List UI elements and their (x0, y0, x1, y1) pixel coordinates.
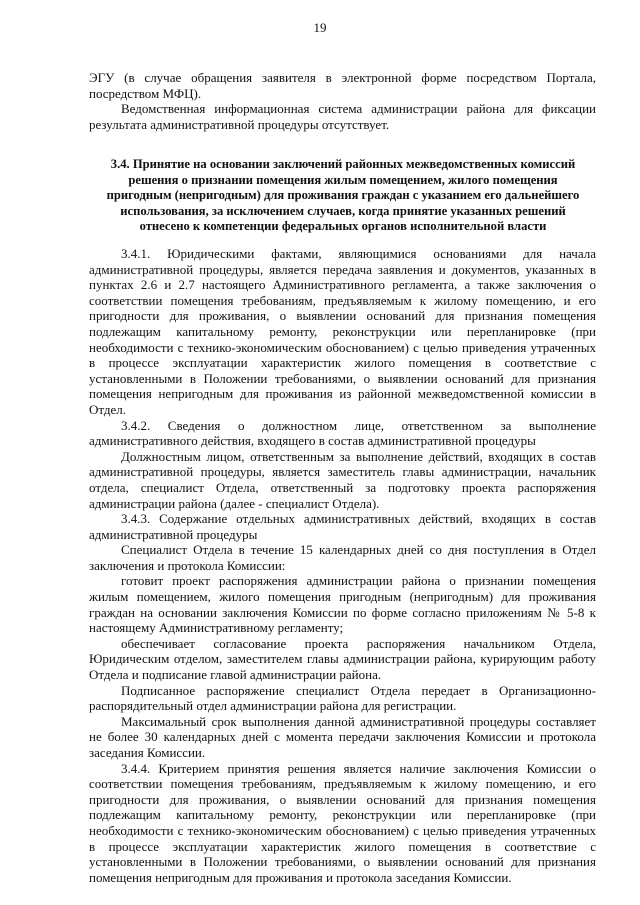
page-number: 19 (313, 20, 327, 35)
body-paragraph: 3.4.3. Содержание отдельных административных действий, входящих в состав административной процедуры (89, 511, 596, 542)
body-paragraph: 3.4.2. Сведения о должностном лице, ответственном за выполнение административного действия, входящего в состав административной процедуры (89, 417, 596, 449)
body-paragraph: Должностным лицом, ответственным за выполнение действий, входящих в состав административной процедуры, является заместитель главы администрации, начальник отдела, специалист Отдела, ответственный за подготовку проекта распоряжения администрации района (далее - специалист Отдела). (89, 448, 596, 511)
intro-paragraph: ЭГУ (в случае обращения заявителя в электронной форме посредством Портала, посредством МФЦ). (89, 70, 596, 101)
body-paragraph: обеспечивает согласование проекта распоряжения начальником Отдела, Юридическим отделом, заместителем главы администрации района, курирующим работу Отдела и подписание главой администрации района. (89, 635, 596, 683)
intro-paragraph: Ведомственная информационная система администрации района для фиксации результата административной процедуры отсутствует. (89, 101, 596, 132)
body-paragraph: 3.4.4. Критерием принятия решения является наличие заключения Комиссии о соответствии помещения требованиям, предъявляемым к жилому помещению, и его пригодности для проживания, о выявлении оснований для признания помещения подлежащим капитальному ремонту, реконструкции или перепланировке (при необходимости с технико-экономическим обоснованием) с целью приведения утраченных в процессе эксплуатации характеристик жилого помещения в соответствие с установленными в Положении требованиями, о выявлении оснований для признания помещения непригодным для проживания и протокола заседания Комиссии. (89, 760, 596, 885)
body-paragraph: Подписанное распоряжение специалист Отдела передает в Организационно-распорядительный отдел администрации района для регистрации. (89, 682, 596, 714)
body-paragraph: 3.4.1. Юридическими фактами, являющимися основаниями для начала административной процедуры, является передача заявления и документов, указанных в пунктах 2.6 и 2.7 настоящего Административного регламента, а также заключения о соответствии помещения требованиям, предъявляемым к жилому помещению, и его пригодности для проживания, о выявлении оснований для признания помещения подлежащим капитальному ремонту, реконструкции или перепланировке (при необходимости с технико-экономическим обоснованием) с целью приведения утраченных в процессе эксплуатации характеристик жилого помещения в соответствие с установленными в Положении требованиями, о выявлении оснований для признания помещения непригодным для проживания из районной межведомственной комиссии в Отдел. (89, 246, 596, 417)
body-paragraph: готовит проект распоряжения администрации района о признании помещения жилым помещением, жилого помещения пригодным (непригодным) для проживания граждан на основании заключения Комиссии по форме согласно приложениям № 5-8 к настоящему Административному регламенту; (89, 573, 596, 636)
intro-block (89, 70, 596, 132)
body-paragraph: Специалист Отдела в течение 15 календарных дней со дня поступления в Отдел заключения и протокола Комиссии: (89, 542, 596, 573)
section-heading: 3.4. Принятие на основании заключений районных межведомственных комиссий решения о признании помещения жилым помещением, жилого помещения пригодным (непригодным) для проживания граждан с указанием его дальнейшего использования, за исключением случаев, когда принятие указанных решений отнесено к компетенции федеральных органов исполнительной власти (106, 157, 580, 234)
body-block (89, 246, 596, 885)
body-paragraph: Максимальный срок выполнения данной административной процедуры составляет не более 30 календарных дней с момента передачи заключения Комиссии и протокола заседания Комиссии. (89, 713, 596, 760)
